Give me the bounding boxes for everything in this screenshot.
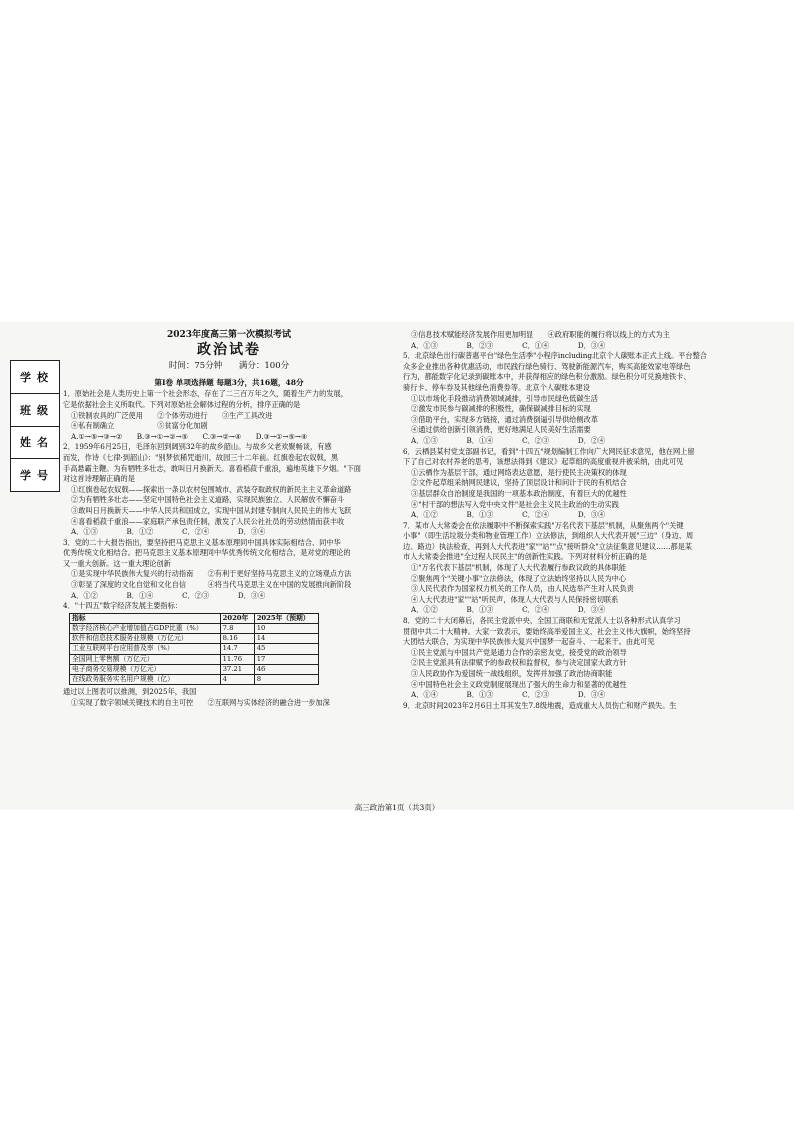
text-line: 8．党的二十大闭幕后，各民主党派中央、全国工商联和无党派人士以各种形式认真学习 <box>403 616 681 626</box>
table-cell: 8 <box>254 675 318 685</box>
text-line: 6．云栖县某村党支部副书记，看到"十四五"规划编制工作向广大网民征求意见，他在网上留 <box>403 446 695 456</box>
table-row <box>70 664 319 674</box>
left-column <box>63 330 395 708</box>
table-cell: 46 <box>254 664 318 674</box>
text-line: A．①③ B．②③ C．①④ D．③④ <box>411 340 606 350</box>
text-line: ④喜看稻菽千重浪——家庭联产承包责任制，激发了人民公社社员的劳动热情而获丰收 <box>71 516 345 526</box>
table-cell: 8.16 <box>220 634 254 644</box>
text-line: 而发，作诗《七律·到韶山》："别梦依稀咒逝川，故园三十二年前。红旗卷起农奴戟，黑 <box>63 452 339 462</box>
text-line: 小事"（即生活垃圾分类和物业管理工作）立法修法，到组织人大代表开展"三边"（身边、周 <box>403 531 694 541</box>
text-line: ②激发市民参与碳减排的积极性，确保碳减排目标的实现 <box>411 404 591 414</box>
table-header-cell: 指标 <box>70 613 221 623</box>
table-header-row <box>70 613 319 623</box>
text-line: ④中国特色社会主义政党制度展现出了强大的生命力和显著的优越性 <box>411 679 627 689</box>
text-line: ③敢叫日月换新天——中华人民共和国成立，实现中国从封建专制向人民民主的伟大飞跃 <box>71 505 352 515</box>
text-line: A．①③ B．①④ C．②③ D．②④ <box>411 435 606 445</box>
table-row <box>70 675 319 685</box>
student-id-label: 学号 <box>20 469 54 483</box>
text-line: ③借助平台，实现多方链接，通过消费倒逼引导供给侧改革 <box>411 414 598 424</box>
text-line: A．①④ B．①③ C．②③ D．③④ <box>411 690 606 700</box>
text-line: 手高悬霸主鞭。为有牺牲多壮志，敢叫日月换新天。喜看稻菽千重浪，遍地英雄下夕烟。"下面 <box>63 463 361 473</box>
page-footer: 高三政治第1页（共3页） <box>354 803 440 812</box>
text-line: ①是实现中华民族伟大复兴的行动指南 ②有利于更好坚持马克思主义的立场观点方法 <box>71 569 352 579</box>
text-line: 1．原始社会是人类历史上第一个社会形态，存在了二三百万年之久，随着生产力的发展， <box>63 389 348 399</box>
text-line: ③基层群众自治制度是我国的一项基本政治制度，有着巨大的优越性 <box>411 488 627 498</box>
text-line: ①云栖作为基层干部，通过网络表达意愿，是行使民主决策权的体现 <box>411 467 627 477</box>
text-line: ②为有牺牲多壮志——坚定中国特色社会主义道路，实现民族独立、人民解放不懈奋斗 <box>71 495 345 505</box>
text-line: 又一重大创新。这一重大理论创新 <box>63 558 171 568</box>
table-cell: 11.76 <box>220 654 254 664</box>
text-line: ②聚焦两个"关键小事"立法修法，体现了立法始终坚持以人民为中心 <box>411 573 627 583</box>
table-cell: 工业互联网平台应用普及率（%） <box>70 644 221 654</box>
text-line: ②文件起草组采纳网民建议，坚持了顶层设计和问计于民的有机结合 <box>411 478 627 488</box>
student-info-box <box>10 360 60 492</box>
table-cell: 37.21 <box>220 664 254 674</box>
table-row <box>70 644 319 654</box>
text-line: ③人民政协作为爱国统一战线组织，发挥并加强了政治协商职能 <box>411 669 613 678</box>
text-line: A．①③ B．①② C．②④ D．③④ <box>71 527 266 537</box>
table-header-cell: 2020年 <box>220 613 254 623</box>
table-cell: 电子商务交易规模（万亿元） <box>70 664 221 674</box>
text-line: ①以市场化手段推动消费领域减排，引导市民绿色低碳生活 <box>411 393 598 403</box>
table-cell: 7.8 <box>220 624 254 634</box>
text-line: A．①② B．①④ C．②③ D．③④ <box>71 590 266 600</box>
text-line: ①实现了数字领域关键技术的自主可控 ②互联网与实体经济的融合进一步加深 <box>71 697 330 707</box>
text-line: ①民主党派与中国共产党是通力合作的亲密友党，接受党的政治领导 <box>411 647 627 657</box>
table-cell: 17 <box>254 654 318 664</box>
text-line: 5．北京绿色出行碳普惠平台"绿色生活季"小程序including北京个人碳账本正式上线。平台整合 <box>403 351 707 361</box>
text-line: 2．1959年6月25日，毛泽东回到阔别32年的故乡韶山。与故乡父老欢聚畅谈，有感 <box>63 442 332 452</box>
exam-meta: 时间：75分钟 满分：100分 <box>168 361 290 372</box>
text-line: ④"村干部的想法写入党中央文件"是社会主义民主政治的生动实践 <box>411 499 619 509</box>
section-heading: 第Ⅰ卷 单项选择题 每题3分，共16题，48分 <box>154 377 304 387</box>
question-lines-right <box>403 330 783 711</box>
text-line: 3．党的二十大报告指出，要坚持把马克思主义基本原理同中国具体实际相结合、同中华 <box>63 537 341 547</box>
table-cell: 4 <box>220 675 254 685</box>
text-line: 行为，都能数字化记录到碳账本中，并获得相应的绿色积分激励。绿色积分可兑换地铁卡、 <box>403 372 691 382</box>
text-line: 边、路边）执法检查，再到人大代表进"家""站""点"接听群众"立法征集意见建议……都是某 <box>403 541 693 551</box>
text-line: ③人民代表作为国家权力机关的工作人员，由人民选举产生对人民负责 <box>411 584 634 594</box>
class-label: 班级 <box>11 394 59 427</box>
question-lines-b <box>63 687 395 708</box>
text-line: ④通过供给创新引领消费，更好地满足人民美好生活需要 <box>411 425 591 435</box>
table-cell: 14 <box>254 634 318 644</box>
table-cell: 软件和信息技术服务业规模（万亿元） <box>70 634 221 644</box>
text-line: ①红旗卷起农奴戟——探索出一条以农村包围城市、武装夺取政权的新民主主义革命道路 <box>71 484 352 494</box>
table-header-cell: 2025年（预期） <box>254 613 318 623</box>
table-cell: 全国网上零售额（万亿元） <box>70 654 221 664</box>
text-line: ③彰显了深度的文化自觉和文化自信 ④将当代马克思主义在中国的发展推向新阶段 <box>71 580 352 590</box>
name-label: 姓名 <box>11 427 59 460</box>
text-line: 市人大常委会推进"全过程人民民主"的创新性实践。下列对材料分析正确的是 <box>403 552 647 562</box>
text-line: ④私有制确立 ⑤贫富分化加剧 <box>71 421 208 431</box>
table-cell: 10 <box>254 624 318 634</box>
text-line: 骑行卡、停车券及其他绿色消费券等。北京个人碳账本建设 <box>403 382 590 392</box>
text-line: A．①② B．①③ C．②④ D．③④ <box>411 605 606 615</box>
text-line: A.①→⑤→③→② B.③→①→②→⑤ C.③→②→④ D.③→①→⑤→④ <box>71 431 308 441</box>
text-line: 它是依据社会主义所取代。下列对原始社会解体过程的分析，排序正确的是 <box>63 399 301 409</box>
table-cell: 45 <box>254 644 318 654</box>
text-line: ③信息技术赋能经济发展作用更加明显 ④政府职能的履行将以线上的方式为主 <box>411 330 670 339</box>
text-line: A．①② B．①③ C．②④ D．③④ <box>411 510 606 520</box>
text-line: 优秀传统文化相结合。把马克思主义基本原理同中华优秀传统文化相结合，是对党的理论的 <box>63 548 351 558</box>
table-row <box>70 624 319 634</box>
text-line: 大团结大联合，为实现中华民族伟大复兴中国梦一起奋斗、一起来干。由此可见 <box>403 637 655 647</box>
exam-title: 2023年度高三第一次模拟考试 <box>166 330 292 340</box>
table-cell: 14.7 <box>220 644 254 654</box>
text-line: 众多企业推出各种优惠活动，市民践行绿色骑行、驾驶新能源汽车，购买高能效家电等绿色 <box>403 361 691 371</box>
school-label: 学校 <box>11 361 59 394</box>
text-line: 4．"十四五"数字经济发展主要指标： <box>63 601 182 611</box>
text-line: ②民主党派具有法律赋予的参政权和监督权，参与决定国家大政方针 <box>411 658 627 668</box>
text-line: 7．某市人大常委会在依法履职中不断探索实践"万名代表下基层"机制，从聚焦两个"关键 <box>403 520 684 530</box>
text-line: ①"万名代表下基层"机制，体现了人大代表履行参政议政的具体职能 <box>411 563 627 573</box>
digital-economy-table <box>69 613 319 685</box>
question-lines-a <box>63 389 395 611</box>
table-row <box>70 654 319 664</box>
text-line: 对这首诗理解正确的是 <box>63 474 135 484</box>
right-column <box>403 330 783 711</box>
text-line: ④人大代表进"家""站"听民声，体现人大代表与人民保持密切联系 <box>411 594 619 604</box>
table-row <box>70 634 319 644</box>
text-line: 下了自己对农村养老的思考，该想法得到《建议》起草组的高度重视并被采纳，由此可见 <box>403 457 684 467</box>
text-line: 9．北京时间2023年2月6日土耳其发生7.8级地震，造成重大人员伤亡和财产损失。生 <box>403 700 677 710</box>
text-line: 通过以上图表可以推测，到2025年，我国 <box>63 687 197 697</box>
text-line: ①铁制农具的广泛使用 ②个体劳动进行 ③生产工具改进 <box>71 410 273 420</box>
table-cell: 数字经济核心产业增加值占GDP比重（%） <box>70 624 221 634</box>
text-line: 贯彻中共二十大精神。大家一致表示，要始终高举爱国主义、社会主义伟大旗帜，始终坚持 <box>403 626 691 636</box>
table-cell: 在线政务服务实名用户规模（亿） <box>70 675 221 685</box>
paper-title: 政治试卷 <box>197 341 261 358</box>
